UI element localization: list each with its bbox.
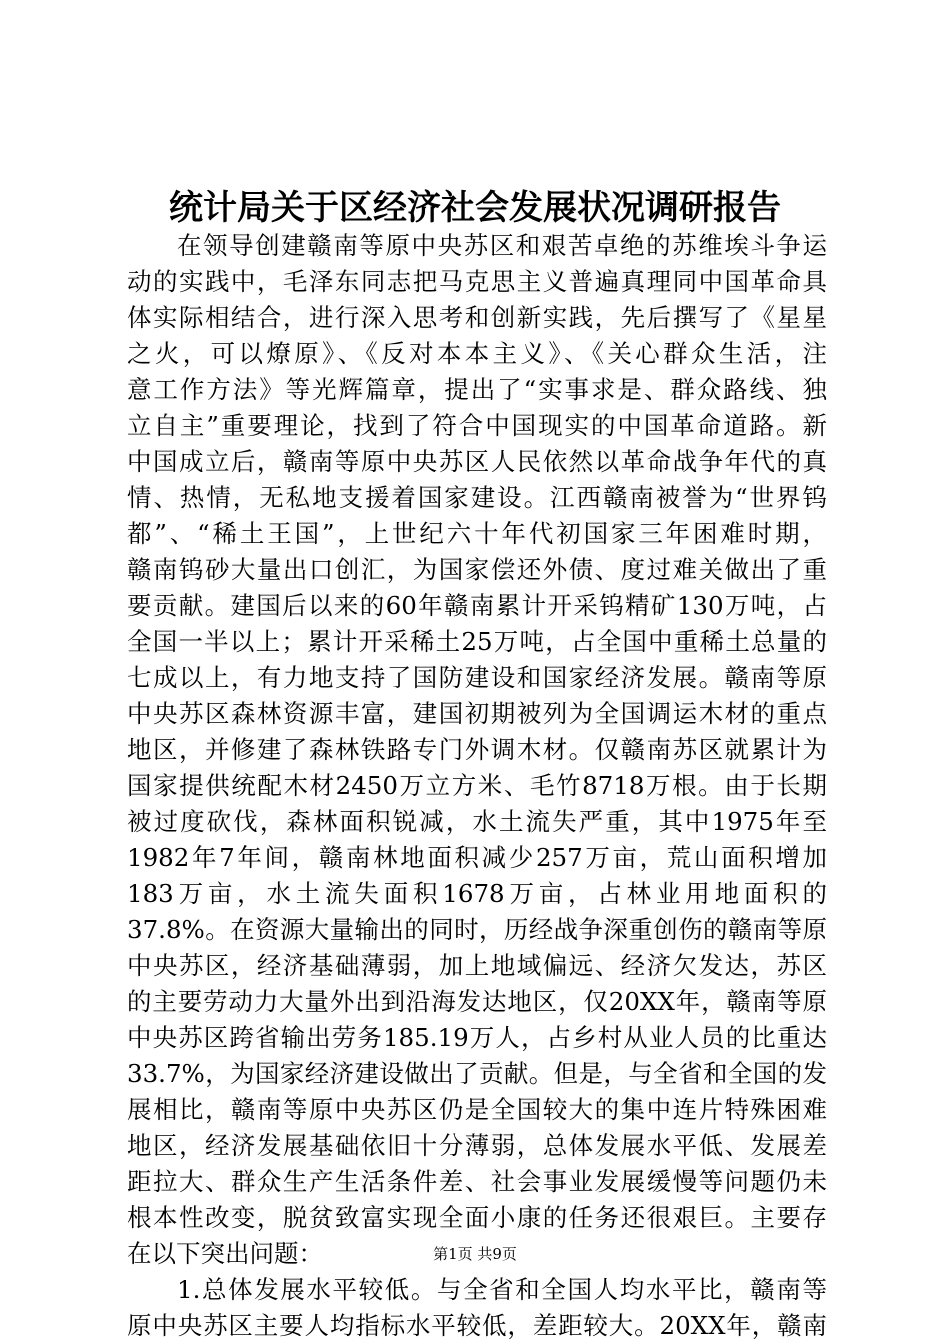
text-line: 要贡献。建国后以来的60年赣南累计开采钨精矿130万吨，占 (127, 591, 827, 620)
text-line: 被过度砍伐，森林面积锐减，水土流失严重，其中1975年至 (127, 807, 827, 836)
text-line: 中央苏区跨省输出劳务185.19万人，占乡村从业人员的比重达 (127, 1023, 827, 1052)
text-line: 1982年7年间，赣南林地面积减少257万亩，荒山面积增加 (127, 843, 827, 872)
page-footer: 第1页 共9页 (433, 1245, 517, 1263)
text-line: 全国一半以上；累计开采稀土25万吨，占全国中重稀土总量的 (127, 627, 827, 656)
text-line: 展相比，赣南等原中央苏区仍是全国较大的集中连片特殊困难 (127, 1095, 827, 1124)
text-line: 地区，并修建了森林铁路专门外调木材。仅赣南苏区就累计为 (127, 735, 827, 764)
paragraph-2 (127, 1272, 827, 1344)
text-line: 国家提供统配木材2450万立方米、毛竹8718万根。由于长期 (127, 771, 827, 800)
text-line: 中央苏区，经济基础薄弱，加上地域偏远、经济欠发达，苏区 (127, 951, 827, 980)
text-line: 1.总体发展水平较低。与全省和全国人均水平比，赣南等 (177, 1275, 827, 1304)
text-line: 37.8%。在资源大量输出的同时，历经战争深重创伤的赣南等原 (127, 915, 827, 944)
text-line: 体实际相结合，进行深入思考和创新实践，先后撰写了《星星 (127, 303, 827, 332)
text-line: 立自主”重要理论，找到了符合中国现实的中国革命道路。新 (127, 411, 827, 440)
text-line: 183万亩，水土流失面积1678万亩，占林业用地面积的 (127, 879, 827, 908)
text-line: 在领导创建赣南等原中央苏区和艰苦卓绝的苏维埃斗争运 (177, 231, 827, 260)
text-line: 中国成立后，赣南等原中央苏区人民依然以革命战争年代的真 (127, 447, 827, 476)
text-line: 意工作方法》等光辉篇章，提出了“实事求是、群众路线、独 (127, 375, 827, 404)
text-line: 动的实践中，毛泽东同志把马克思主义普遍真理同中国革命具 (127, 267, 827, 296)
text-line: 中央苏区森林资源丰富，建国初期被列为全国调运木材的重点 (127, 699, 827, 728)
text-line: 赣南钨砂大量出口创汇，为国家偿还外债、度过难关做出了重 (127, 555, 827, 584)
text-line: 根本性改变，脱贫致富实现全面小康的任务还很艰巨。主要存 (127, 1203, 827, 1232)
text-line: 原中央苏区主要人均指标水平较低，差距较大。20XX年，赣南 (127, 1311, 827, 1340)
text-line: 七成以上，有力地支持了国防建设和国家经济发展。赣南等原 (127, 663, 827, 692)
document-title: 统计局关于区经济社会发展状况调研报告 (169, 188, 781, 228)
text-line: 距拉大、群众生产生活条件差、社会事业发展缓慢等问题仍未 (127, 1167, 827, 1196)
text-line: 的主要劳动力大量外出到沿海发达地区，仅20XX年，赣南等原 (127, 987, 827, 1016)
text-line: 在以下突出问题： (127, 1239, 323, 1268)
document-body (127, 228, 827, 1344)
text-line: 都”、“稀土王国”，上世纪六十年代初国家三年困难时期， (127, 519, 827, 548)
text-line: 地区，经济发展基础依旧十分薄弱，总体发展水平低、发展差 (127, 1131, 827, 1160)
text-line: 情、热情，无私地支援着国家建设。江西赣南被誉为“世界钨 (127, 483, 827, 512)
paragraph-1 (127, 228, 827, 1272)
text-line: 之火，可以燎原》、《反对本本主义》、《关心群众生活，注 (127, 339, 827, 368)
text-line: 33.7%，为国家经济建设做出了贡献。但是，与全省和全国的发 (127, 1059, 827, 1088)
